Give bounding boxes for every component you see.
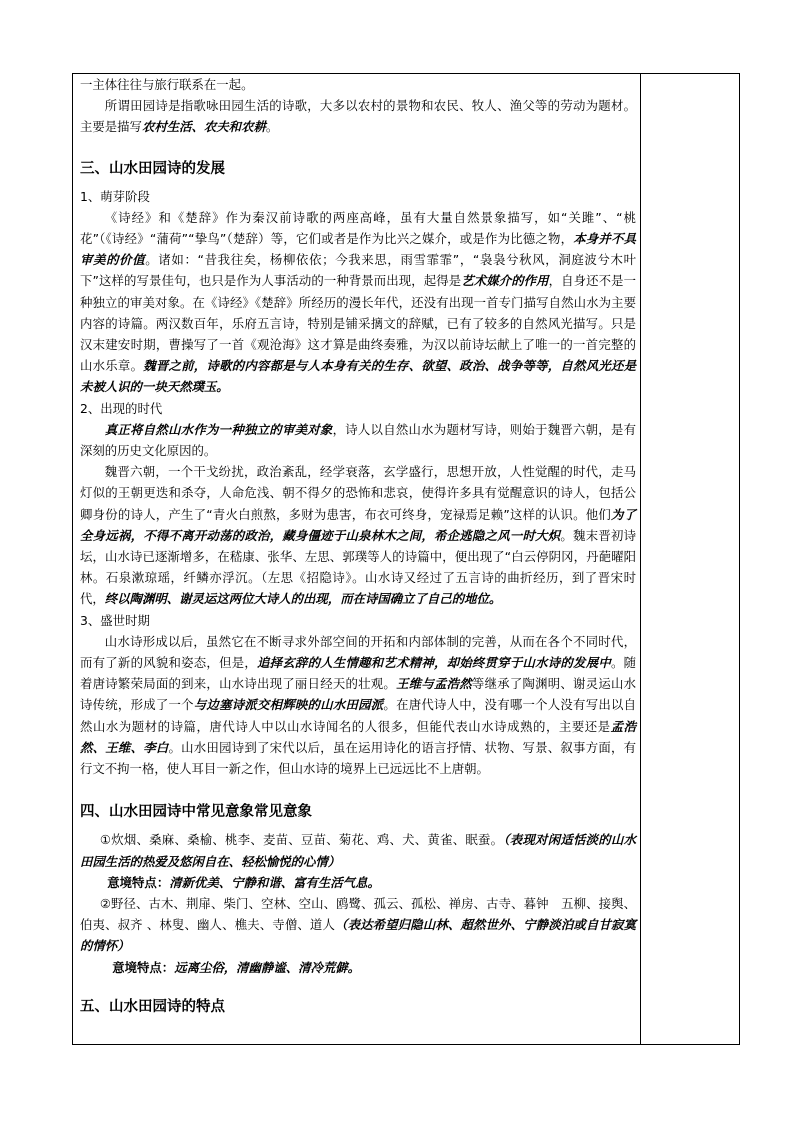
text: 。 [265, 119, 279, 135]
text: ①炊烟、桑麻、桑榆、桃李、麦苗、豆苗、菊花、鸡、犬、黄雀、眠蚕。 [99, 832, 504, 848]
text: 《诗经》和《楚辞》作为秦汉前诗歌的两座高峰，虽有大量自然景象描写，如“关雎”、“桃花”（《诗经》“蒲荷”“挚鸟”（楚辞）等，它们或者是作为比兴之媒介，或是作为比德之物， [80, 209, 636, 247]
text: 。山水田园诗到了宋代以后，虽在运用诗化的语言抒情、状物、写景、叙事方面，有行文不拘一格，使人耳目一新之作，但山水诗的境界上已远远比不上唐朝。 [80, 739, 637, 777]
emphasis-text: 终以陶渊明、谢灵运这两位大诗人的出现，而在诗国确立了自己的地位。 [104, 591, 502, 607]
column-divider [640, 73, 641, 1045]
label-text: 意境特点： [107, 874, 170, 890]
text: ，诗人以自然山水为题材写诗，则始于魏晋六朝，是有深刻的历史文化原因的。 [80, 421, 637, 459]
text: 。诸如：“昔我往矣，杨柳依依；今我来思，雨雪霏霏”，“袅袅兮秋风，洞庭波兮木叶下”这样的写景佳句，也只是作为人事活动的一种背景而出现，起得是 [80, 252, 636, 289]
emphasis-text: 为了全身远祸，不得不离开动荡的政治，藏身僵迹于山泉林木之间，希企逃隐之风一时大炽 [80, 506, 637, 543]
text: 。随着唐诗繁荣局面的到来，山水诗出现了丽日经天的壮观。 [80, 655, 637, 692]
paragraph [80, 207, 636, 398]
paragraph [80, 74, 636, 95]
emphasis-text: 与边塞诗派交相辉映的山水田园派 [193, 697, 384, 713]
section-heading: 四、山水田园诗中常见意象常见意象 [80, 803, 312, 821]
text: ②野径、古木、荆扉、柴门、空林、空山、鸥鹭、孤云、孤松、禅房、古寺、暮钟 五柳、接舆、伯夷、叔齐 、林叟、幽人、樵夫、寺僧、道人 [80, 895, 636, 933]
subheading: 3、盛世时期 [80, 612, 150, 628]
paragraph [80, 461, 636, 609]
subheading: 1、萌芽阶段 [80, 188, 150, 204]
emphasis-text: 魏晋之前，诗歌的内容都是与人本身有关的生存、欲望、政治、战争等等，自然风光还是未被人识的一块天然璞玉。 [80, 358, 637, 395]
section-heading: 三、山水田园诗的发展 [80, 159, 225, 177]
text: 一主体往往与旅行联系在一起。 [80, 77, 254, 92]
paragraph [80, 957, 636, 978]
emphasis-text: 追择玄辞的人生情趣和艺术精神，却始终贯穿于山水诗的发展中 [257, 655, 611, 671]
label-text: 意境特点： [112, 959, 175, 975]
emphasis-text: 孟浩然、王维、李白 [80, 718, 637, 755]
paragraph [80, 829, 636, 871]
text: ，自身还不是一种独立的审美对象。在《诗经》《楚辞》所经历的漫长年代，还没有出现一首专门描写自然山水为主要内容的诗篇。两汉数百年，乐府五言诗，特别是铺采摛文的辞赋，已有了较多的自然风光描写。只是汉末建安时期，曹操写了一首《观沧海》这才算是曲终奏雅，为汉以前诗坛献上了唯一的一首完整的山水乐章。 [80, 273, 637, 374]
emphasis-text: 王维与孟浩然 [396, 676, 472, 692]
emphasis-text: 清新优美、宁静和谐、富有生活气息。 [169, 874, 380, 890]
paragraph [80, 95, 636, 137]
text: 。魏末晋初诗坛，山水诗已逐渐增多，在嵇康、张华、左思、郭璞等人的诗篇中，便出现了“白云停阴冈，丹葩曜阳林。石泉漱琼瑶，纤鳞亦浮沉。（左思《招隐诗》。山水诗又经过了五言诗的曲折经历，到了晋宋时代， [80, 527, 637, 607]
emphasis-text: 本身并不具审美的价值 [80, 231, 636, 268]
subheading: 2、出现的时代 [80, 400, 163, 416]
emphasis-text: 真正将自然山水作为一种独立的审美对象 [104, 421, 333, 437]
text: 魏晋六朝，一个干戈纷扰，政治紊乱，经学衰落，玄学盛行，思想开放，人性觉醒的时代，走马灯似的王朝更迭和杀夺，人命危浅、朝不得夕的恐怖和悲哀，使得许多具有觉醒意识的诗人，包括公卿身份的诗人，产生了“青火白煎熬，多财为患害，布衣可终身，宠禄焉足赖”这样的认识。他们 [80, 464, 636, 522]
text: 。在唐代诗人中，没有哪一个人没有写出以自然山水为题材的诗篇，唐代诗人中以山水诗闻名的人很多，但能代表山水诗成熟的，主要还是 [80, 697, 637, 734]
paragraph [80, 872, 636, 893]
paragraph [80, 893, 636, 957]
emphasis-text: （表现对闲适恬淡的山水田园生活的热爱及悠闲自在、轻松愉悦的心情） [80, 832, 636, 869]
emphasis-text: 远离尘俗，清幽静谧、清冷荒僻。 [174, 959, 361, 975]
emphasis-text: （表达希望归隐山林、超然世外、宁静淡泊或自甘寂寞的情怀） [80, 917, 636, 954]
paragraph [80, 631, 636, 779]
emphasis-text: 农村生活、农夫和农耕 [141, 119, 266, 135]
section-heading: 五、山水田园诗的特点 [80, 997, 225, 1015]
text: 所谓田园诗是指歌咏田园生活的诗歌，大多以农村的景物和农民、牧人、渔父等的劳动为题材。主要是描写 [80, 98, 636, 135]
text: 等继承了陶渊明、谢灵运山水诗传统，形成了一个 [80, 676, 637, 713]
emphasis-text: 艺术媒介的作用 [461, 273, 549, 289]
text: 山水诗形成以后，虽然它在不断寻求外部空间的开拓和内部体制的完善，从而在各个不同时代，而有了新的风貌和姿态，但是， [80, 633, 636, 671]
paragraph [80, 419, 636, 461]
main-content-cell [80, 74, 636, 1018]
